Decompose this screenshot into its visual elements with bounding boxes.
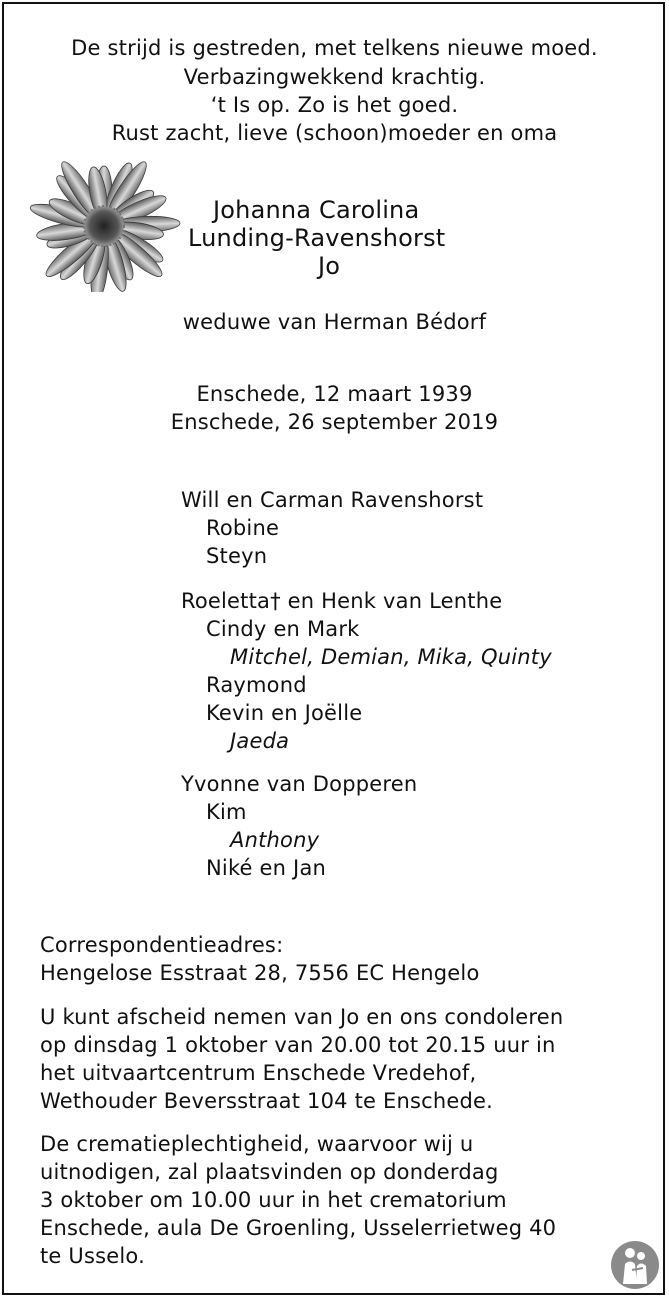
farewell-line: U kunt afscheid nemen van Jo en ons condoleren (40, 1005, 564, 1029)
family-member: Niké en Jan (206, 856, 327, 880)
farewell-line: Wethouder Beversstraat 104 te Enschede. (40, 1089, 494, 1113)
family-member: Kim (206, 800, 247, 824)
correspondence-address: Hengelose Esstraat 28, 7556 EC Hengelo (40, 961, 480, 985)
family-head-1: Will en Carman Ravenshorst (181, 488, 484, 512)
poem-line-4: Rust zacht, lieve (schoon)moeder en oma (111, 121, 558, 145)
family-head-3: Yvonne van Dopperen (181, 772, 418, 796)
poem-line-2: Verbazingwekkend krachtig. (183, 65, 486, 89)
family-member: Raymond (206, 673, 307, 697)
cremation-line: De crematieplechtigheid, waarvoor wij u (40, 1132, 474, 1156)
family-member: Cindy en Mark (206, 617, 360, 641)
name-line-2: Lunding-Ravenshorst (188, 224, 446, 252)
correspondence-label: Correspondentieadres: (40, 933, 284, 957)
family-head-2: Roeletta† en Henk van Lenthe (181, 589, 503, 613)
cremation-line: te Usselo. (40, 1244, 145, 1268)
death-line: Enschede, 26 september 2019 (170, 410, 499, 434)
widow-of: weduwe van Herman Bédorf (182, 310, 487, 334)
publisher-logo-icon (610, 1240, 660, 1290)
poem-line-3: ‘t Is op. Zo is het goed. (210, 93, 459, 117)
nickname: Jo (318, 252, 341, 280)
farewell-line: het uitvaartcentrum Enschede Vredehof, (40, 1061, 477, 1085)
poem-line-1: De strijd is gestreden, met telkens nieuwe moed. (71, 36, 598, 60)
family-member: Robine (206, 516, 280, 540)
grandchildren: Anthony (230, 828, 320, 852)
family-member: Steyn (206, 544, 268, 568)
cremation-line: uitnodigen, zal plaatsvinden op donderdag (40, 1160, 499, 1184)
family-member: Kevin en Joëlle (206, 701, 363, 725)
name-line-1: Johanna Carolina (213, 196, 420, 224)
cremation-line: Enschede, aula De Groenling, Usselerrietweg 40 (40, 1216, 557, 1240)
farewell-line: op dinsdag 1 oktober van 20.00 tot 20.15 uur in (40, 1033, 556, 1057)
cremation-line: 3 oktober om 10.00 uur in het crematorium (40, 1188, 507, 1212)
birth-line: Enschede, 12 maart 1939 (196, 382, 473, 406)
grandchildren: Jaeda (230, 729, 290, 753)
grandchildren: Mitchel, Demian, Mika, Quinty (230, 645, 552, 669)
daisy-flower-icon (28, 146, 184, 292)
